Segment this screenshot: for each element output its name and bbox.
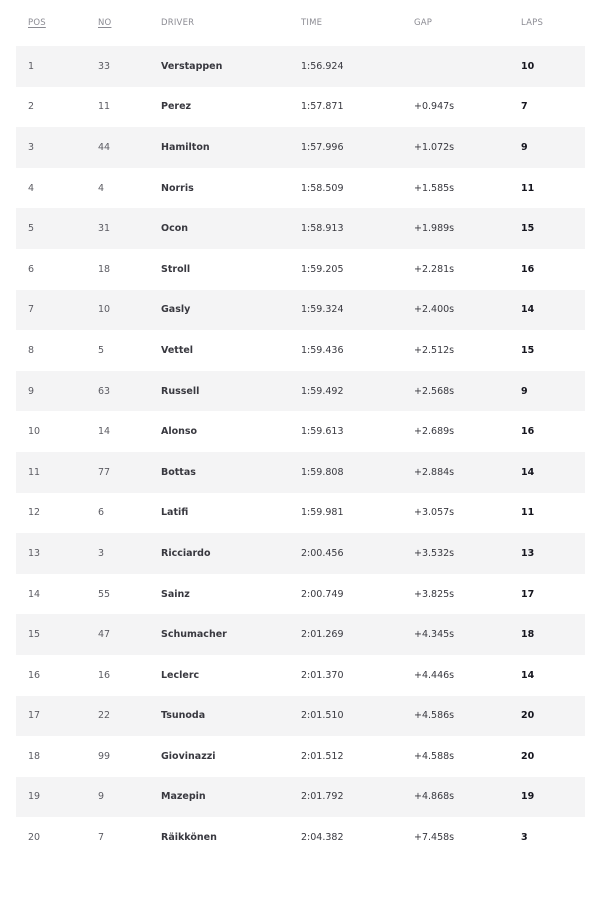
- cell-pos: 10: [28, 426, 41, 438]
- cell-time: 1:59.436: [301, 344, 344, 356]
- cell-pos: 9: [28, 385, 35, 397]
- cell-driver: Bottas: [161, 466, 196, 478]
- cell-driver: Ricciardo: [161, 547, 211, 559]
- cell-gap: +4.446s: [414, 669, 455, 681]
- cell-driver: Alonso: [161, 426, 198, 438]
- cell-laps: 11: [521, 182, 535, 194]
- table-row: [16, 249, 585, 290]
- cell-time: 2:04.382: [301, 832, 344, 844]
- cell-no: 16: [98, 669, 111, 681]
- table-row: [16, 168, 585, 209]
- cell-gap: +4.345s: [414, 629, 455, 641]
- cell-driver: Sainz: [161, 588, 190, 600]
- cell-no: 47: [98, 629, 111, 641]
- cell-time: 1:59.492: [301, 385, 344, 397]
- table-row: [16, 696, 585, 737]
- cell-time: 1:59.808: [301, 466, 344, 478]
- cell-pos: 20: [28, 832, 41, 844]
- cell-laps: 18: [521, 629, 535, 641]
- cell-pos: 15: [28, 629, 41, 641]
- results-table: [16, 0, 585, 858]
- cell-driver: Latifi: [161, 507, 189, 519]
- cell-no: 3: [98, 547, 105, 559]
- table-row: [16, 817, 585, 858]
- cell-laps: 16: [521, 263, 535, 275]
- cell-laps: 16: [521, 426, 535, 438]
- table-row: [16, 736, 585, 777]
- cell-laps: 11: [521, 507, 535, 519]
- cell-gap: +4.586s: [414, 710, 455, 722]
- cell-no: 44: [98, 141, 111, 153]
- cell-driver: Gasly: [161, 304, 191, 316]
- header-time: TIME: [301, 18, 323, 28]
- table-row: [16, 533, 585, 574]
- cell-laps: 20: [521, 710, 535, 722]
- cell-no: 33: [98, 60, 111, 72]
- cell-no: 18: [98, 263, 111, 275]
- cell-time: 2:01.512: [301, 750, 344, 762]
- cell-no: 55: [98, 588, 111, 600]
- cell-pos: 4: [28, 182, 35, 194]
- table-row: [16, 777, 585, 818]
- header-pos[interactable]: POS: [28, 18, 46, 28]
- cell-no: 9: [98, 791, 105, 803]
- cell-gap: +2.512s: [414, 344, 455, 356]
- cell-no: 4: [98, 182, 105, 194]
- cell-gap: +4.868s: [414, 791, 455, 803]
- cell-pos: 3: [28, 141, 35, 153]
- cell-laps: 10: [521, 60, 535, 72]
- cell-no: 10: [98, 304, 111, 316]
- cell-no: 22: [98, 710, 111, 722]
- cell-driver: Leclerc: [161, 669, 200, 681]
- cell-pos: 7: [28, 304, 35, 316]
- table-row: [16, 290, 585, 331]
- cell-no: 6: [98, 507, 105, 519]
- cell-laps: 3: [521, 832, 528, 844]
- cell-pos: 2: [28, 101, 35, 113]
- table-header: [16, 0, 585, 46]
- cell-driver: Ocon: [161, 223, 188, 235]
- cell-laps: 14: [521, 304, 535, 316]
- cell-laps: 14: [521, 466, 535, 478]
- cell-gap: +3.057s: [414, 507, 455, 519]
- cell-no: 7: [98, 832, 105, 844]
- table-row: [16, 574, 585, 615]
- cell-no: 31: [98, 223, 111, 235]
- table-row: [16, 46, 585, 87]
- cell-gap: +2.400s: [414, 304, 455, 316]
- cell-laps: 19: [521, 791, 535, 803]
- cell-no: 14: [98, 426, 111, 438]
- cell-gap: +3.532s: [414, 547, 455, 559]
- cell-gap: +2.689s: [414, 426, 455, 438]
- cell-pos: 17: [28, 710, 41, 722]
- cell-time: 1:58.509: [301, 182, 344, 194]
- cell-driver: Hamilton: [161, 141, 210, 153]
- cell-laps: 17: [521, 588, 535, 600]
- cell-pos: 12: [28, 507, 41, 519]
- cell-time: 2:01.792: [301, 791, 344, 803]
- cell-laps: 13: [521, 547, 535, 559]
- cell-time: 1:59.981: [301, 507, 344, 519]
- table-row: [16, 655, 585, 696]
- cell-gap: +1.072s: [414, 141, 455, 153]
- cell-gap: +0.947s: [414, 101, 455, 113]
- cell-time: 1:59.613: [301, 426, 344, 438]
- cell-gap: +2.884s: [414, 466, 455, 478]
- cell-driver: Russell: [161, 385, 200, 397]
- table-row: [16, 371, 585, 412]
- cell-time: 1:56.924: [301, 60, 344, 72]
- cell-laps: 9: [521, 385, 528, 397]
- header-no[interactable]: NO: [98, 18, 112, 28]
- cell-pos: 19: [28, 791, 41, 803]
- cell-no: 77: [98, 466, 111, 478]
- cell-driver: Tsunoda: [161, 710, 206, 722]
- cell-driver: Mazepin: [161, 791, 206, 803]
- cell-pos: 13: [28, 547, 41, 559]
- cell-time: 1:58.913: [301, 223, 344, 235]
- cell-pos: 14: [28, 588, 41, 600]
- table-row: [16, 208, 585, 249]
- table-row: [16, 411, 585, 452]
- cell-laps: 7: [521, 101, 528, 113]
- cell-time: 1:57.996: [301, 141, 344, 153]
- cell-pos: 18: [28, 750, 41, 762]
- cell-gap: +7.458s: [414, 832, 455, 844]
- cell-driver: Norris: [161, 182, 194, 194]
- cell-pos: 1: [28, 60, 35, 72]
- cell-laps: 15: [521, 344, 535, 356]
- cell-gap: +1.585s: [414, 182, 455, 194]
- table-row: [16, 127, 585, 168]
- cell-laps: 9: [521, 141, 528, 153]
- cell-driver: Stroll: [161, 263, 191, 275]
- table-row: [16, 87, 585, 128]
- cell-gap: +3.825s: [414, 588, 455, 600]
- cell-laps: 15: [521, 223, 535, 235]
- cell-time: 2:00.456: [301, 547, 344, 559]
- cell-driver: Schumacher: [161, 629, 227, 641]
- cell-gap: +4.588s: [414, 750, 455, 762]
- cell-pos: 5: [28, 223, 35, 235]
- table-row: [16, 614, 585, 655]
- cell-pos: 11: [28, 466, 41, 478]
- header-laps: LAPS: [521, 18, 544, 28]
- cell-laps: 14: [521, 669, 535, 681]
- table-row: [16, 452, 585, 493]
- cell-gap: +1.989s: [414, 223, 455, 235]
- cell-time: 1:59.324: [301, 304, 344, 316]
- cell-time: 2:01.510: [301, 710, 344, 722]
- cell-no: 99: [98, 750, 111, 762]
- cell-driver: Perez: [161, 101, 192, 113]
- header-gap: GAP: [414, 18, 433, 28]
- cell-laps: 20: [521, 750, 535, 762]
- cell-no: 63: [98, 385, 111, 397]
- cell-gap: +2.568s: [414, 385, 455, 397]
- cell-pos: 8: [28, 344, 35, 356]
- table-row: [16, 330, 585, 371]
- cell-time: 2:01.269: [301, 629, 344, 641]
- cell-no: 5: [98, 344, 105, 356]
- cell-time: 2:00.749: [301, 588, 344, 600]
- cell-time: 1:57.871: [301, 101, 344, 113]
- cell-driver: Vettel: [161, 344, 194, 356]
- table-row: [16, 493, 585, 534]
- cell-pos: 6: [28, 263, 35, 275]
- cell-pos: 16: [28, 669, 41, 681]
- cell-driver: Räikkönen: [161, 832, 217, 844]
- cell-driver: Giovinazzi: [161, 750, 216, 762]
- cell-time: 1:59.205: [301, 263, 344, 275]
- cell-time: 2:01.370: [301, 669, 344, 681]
- cell-gap: +2.281s: [414, 263, 455, 275]
- table-body: [16, 46, 585, 858]
- cell-driver: Verstappen: [161, 60, 223, 72]
- header-driver: DRIVER: [161, 18, 195, 28]
- cell-no: 11: [98, 101, 111, 113]
